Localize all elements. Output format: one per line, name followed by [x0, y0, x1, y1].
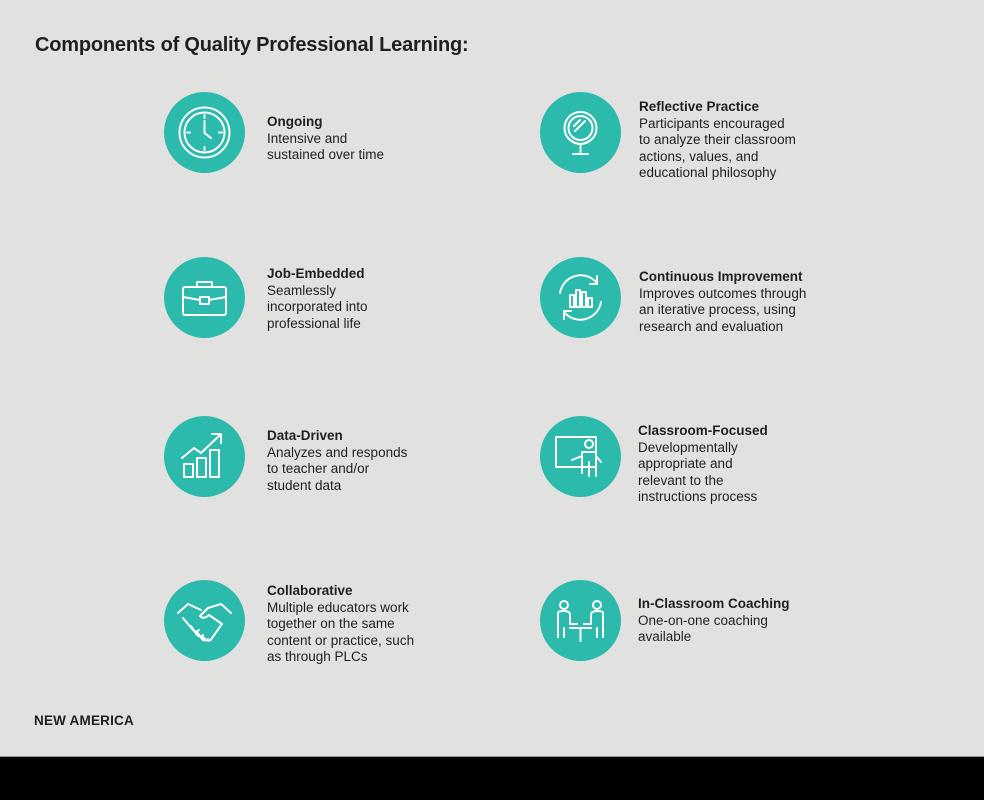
component-continuous-improvement — [639, 269, 806, 335]
component-ongoing — [267, 114, 384, 164]
component-reflective-practice — [639, 99, 796, 182]
growth-chart-icon — [164, 416, 245, 497]
component-data-driven — [267, 428, 407, 494]
teacher-board-icon — [540, 416, 621, 497]
component-heading: Classroom-Focused — [638, 423, 768, 438]
component-description: Multiple educators work together on the same content or practice, such as through PLCs — [267, 599, 415, 664]
component-heading: In-Classroom Coaching — [638, 596, 790, 611]
component-heading: Ongoing — [267, 114, 323, 129]
component-heading: Collaborative — [267, 583, 353, 598]
component-heading: Data-Driven — [267, 428, 343, 443]
clock-icon — [164, 92, 245, 173]
coaching-icon — [540, 580, 621, 661]
component-description: Intensive and sustained over time — [267, 130, 385, 162]
component-heading: Continuous Improvement — [639, 269, 803, 284]
component-in-classroom-coaching — [638, 596, 790, 646]
component-description: Seamlessly incorporated into professional life — [267, 282, 368, 331]
component-collaborative — [267, 583, 414, 666]
cycle-chart-icon — [540, 257, 621, 338]
component-classroom-focused — [638, 423, 768, 506]
bottom-bar — [0, 757, 984, 800]
component-heading: Job-Embedded — [267, 266, 365, 281]
component-description: Developmentally appropriate and relevant to the instructions process — [638, 439, 758, 504]
page-title: Components of Quality Professional Learning: — [35, 34, 469, 56]
component-job-embedded — [267, 266, 368, 332]
mirror-icon — [540, 92, 621, 173]
handshake-icon — [164, 580, 245, 661]
briefcase-icon — [164, 257, 245, 338]
brand-logo-text: NEW AMERICA — [34, 713, 134, 728]
component-description: One-on-one coaching available — [638, 612, 768, 644]
component-description: Improves outcomes through an iterative process, using research and evaluation — [639, 285, 807, 334]
component-heading: Reflective Practice — [639, 99, 760, 114]
component-description: Analyzes and responds to teacher and/or student data — [267, 444, 408, 493]
component-description: Participants encouraged to analyze their classroom actions, values, and educational philosophy — [639, 115, 796, 180]
